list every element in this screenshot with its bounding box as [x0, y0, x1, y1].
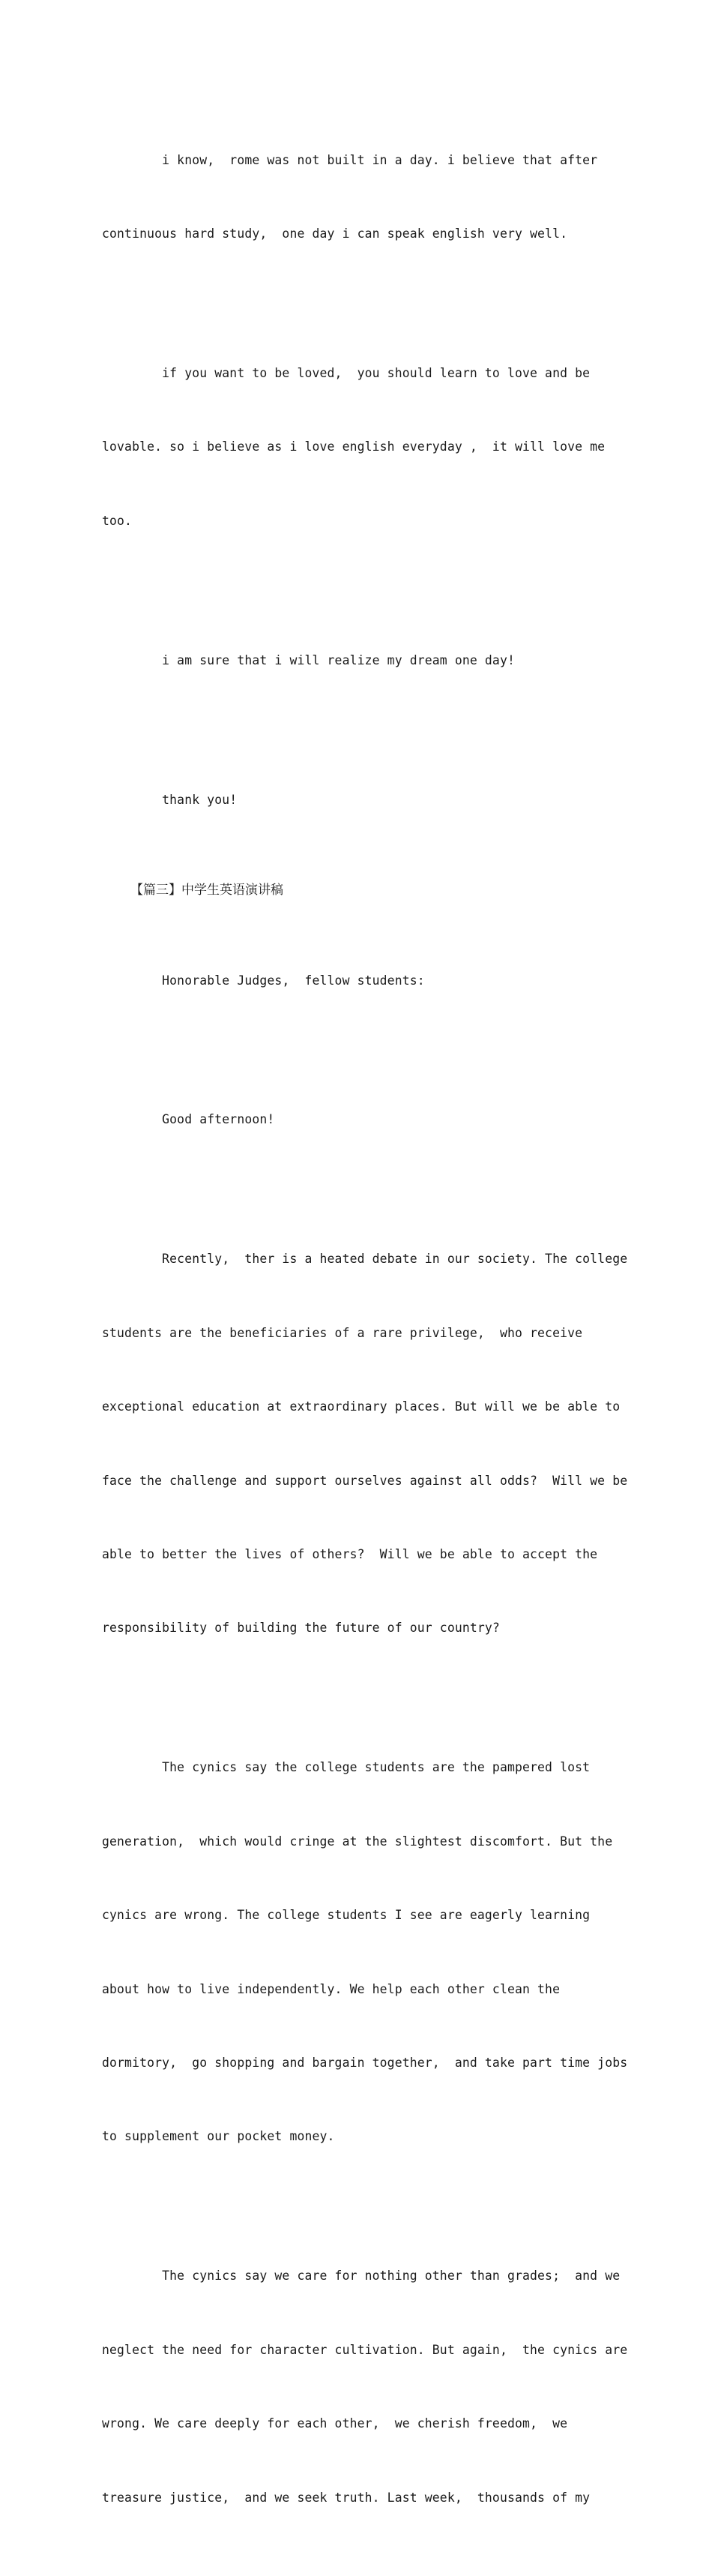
text-line: wrong. We care deeply for each other, we cherish freedom, we: [102, 2416, 568, 2431]
paragraph-cynics-grades: [102, 2215, 628, 2560]
paragraph-loved: [102, 312, 612, 583]
paragraph-cynics-lost-generation: [102, 1707, 628, 2199]
text-line: about how to live independently. We help each other clean the: [102, 1981, 561, 1996]
text-line: too.: [102, 513, 133, 528]
text-line: i am sure that i will realize my dream one day!: [102, 652, 515, 667]
paragraph-greeting: [102, 1059, 612, 1182]
text-line: treasure justice, and we seek truth. Last week, thousands of my: [102, 2490, 591, 2505]
section-heading: 【篇三】中学生英语演讲稿: [130, 883, 283, 898]
paragraph-dream: [102, 599, 612, 722]
paragraph-salutation: [102, 919, 612, 1042]
text-line: Good afternoon!: [102, 1112, 275, 1127]
text-line: The cynics say we care for nothing other than grades; and we: [102, 2269, 621, 2284]
text-line: exceptional education at extraordinary places. But will we be able to: [102, 1399, 621, 1414]
text-line: The cynics say the college students are the pampered lost: [102, 1760, 591, 1775]
paragraph-debate: [102, 1198, 628, 1690]
text-line: i know, rome was not built in a day. i believe that after: [102, 152, 598, 167]
text-line: able to better the lives of others? Will we be able to accept the: [102, 1547, 598, 1562]
text-line: dormitory, go shopping and bargain together, and take part time jobs: [102, 2055, 628, 2070]
text-line: cynics are wrong. The college students I see are eagerly learning: [102, 1908, 591, 1923]
text-line: Recently, ther is a heated debate in our society. The college: [102, 1252, 628, 1267]
text-line: thank you!: [102, 792, 238, 807]
text-line: if you want to be loved, you should learn to love and be: [102, 365, 591, 380]
text-line: face the challenge and support ourselves against all odds? Will we be: [102, 1473, 628, 1488]
text-line: neglect the need for character cultivation. But again, the cynics are: [102, 2342, 628, 2357]
paragraph-rome: [102, 99, 612, 295]
text-line: responsibility of building the future of our country?: [102, 1621, 500, 1636]
text-line: generation, which would cringe at the slightest discomfort. But the: [102, 1834, 613, 1849]
text-line: students are the beneficiaries of a rare privilege, who receive: [102, 1325, 583, 1340]
text-line: to supplement our pocket money.: [102, 2129, 335, 2144]
paragraph-thanks: [102, 739, 612, 862]
text-line: lovable. so i believe as i love english everyday , it will love me: [102, 439, 606, 454]
text-line: Honorable Judges, fellow students:: [102, 973, 425, 988]
document-body: [102, 99, 628, 2576]
text-line: continuous hard study, one day i can speak english very well.: [102, 226, 568, 241]
